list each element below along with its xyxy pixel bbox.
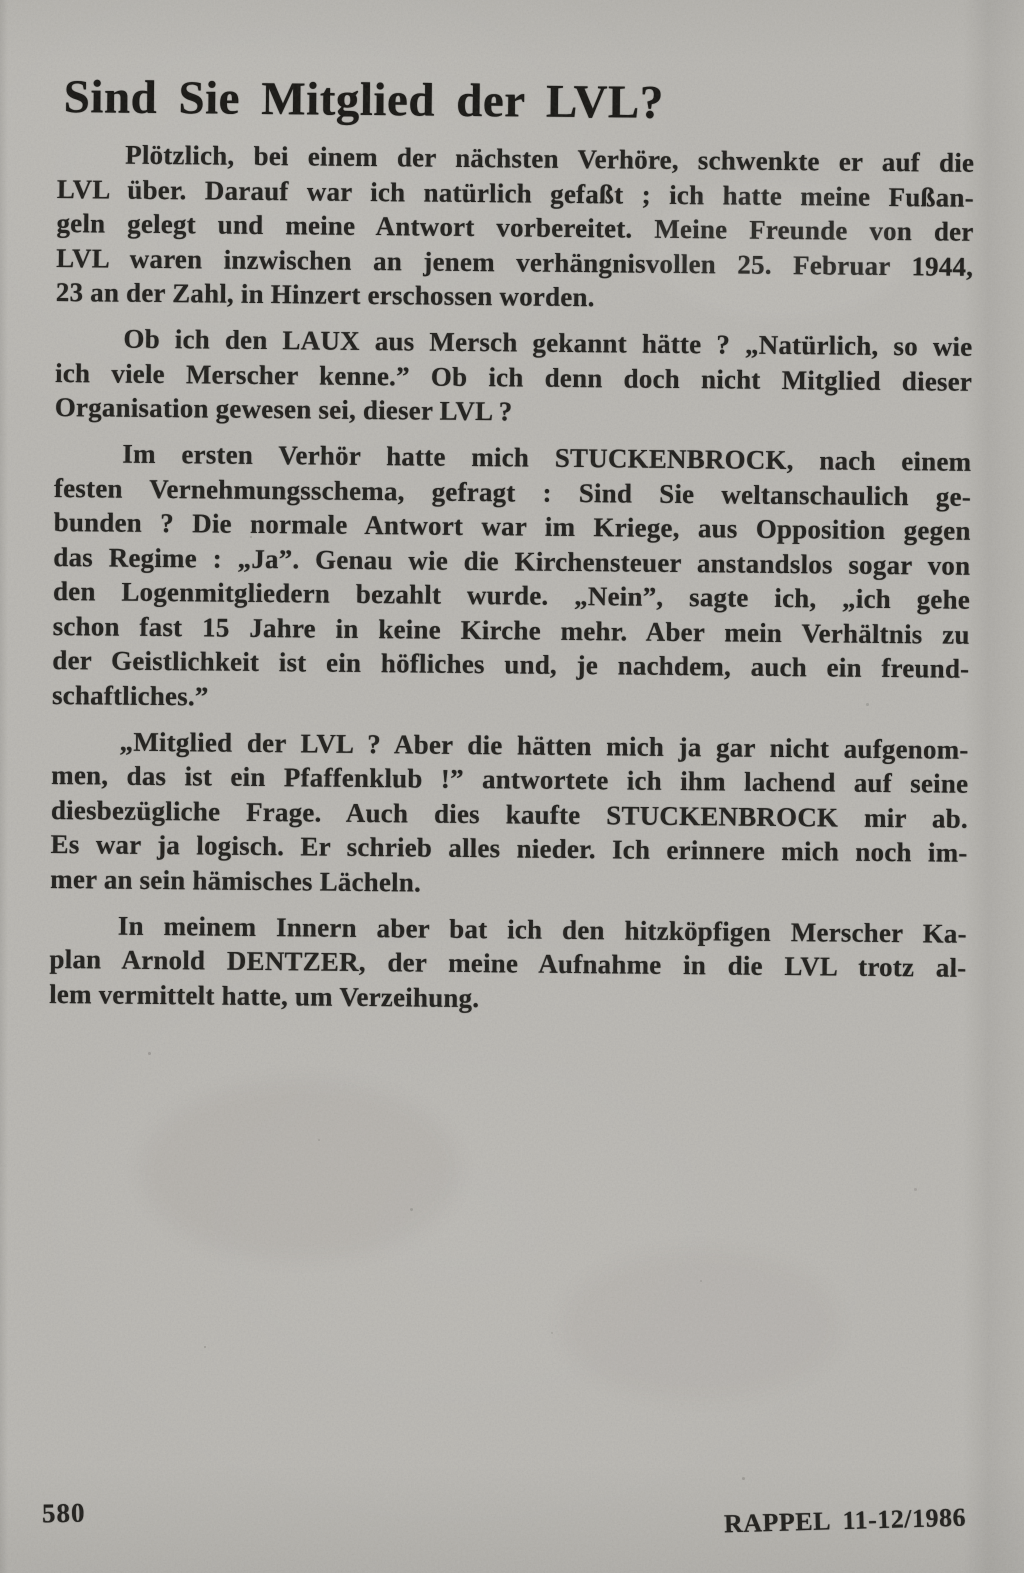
text-line: men, das ist ein Pfaffenklub !” antwortete ich ihm lachend auf seine — [51, 759, 969, 799]
paper-blot — [140, 1080, 460, 1260]
paper-speck — [148, 1052, 151, 1055]
paper-speck — [318, 1139, 320, 1141]
journal-issue: RAPPEL 11-12/1986 — [723, 1502, 967, 1539]
text-line: festen Vernehmungsschema, gefragt : Sind Sie weltanschaulich ge- — [53, 472, 972, 512]
text-line: LVL über. Darauf war ich natürlich gefaßt ; ich hatte meine Fußan- — [56, 173, 974, 213]
text-line: schaftliches.” — [51, 679, 209, 711]
article-title: Sind Sie Mitglied der LVL? — [63, 71, 665, 129]
text-line: schon fast 15 Jahre in keine Kirche mehr. Aber mein Verhältnis zu — [52, 610, 970, 650]
text-line: ich viele Merscher kenne.” Ob ich denn doch nicht Mitglied dieser — [54, 357, 973, 397]
text-line: geln gelegt und meine Antwort vorbereitet. Meine Freunde von der — [56, 207, 974, 247]
text-line: Im ersten Verhör hatte mich STUCKENBROCK, nach einem — [122, 438, 972, 477]
article — [49, 73, 975, 1020]
text-line: Ob ich den LAUX aus Mersch gekannt hätte ? „Natürlich, so wie — [123, 323, 973, 362]
paper-blot — [560, 1250, 840, 1400]
paper-speck — [700, 1280, 702, 1282]
text-line: LVL waren inzwischen an jenem verhängnisvollen 25. Februar 1944, — [56, 242, 974, 282]
text-line: diesbezügliche Frage. Auch dies kaufte STUCKENBROCK mir ab. — [50, 794, 969, 834]
paragraph-3 — [52, 436, 972, 721]
paper-speck — [914, 1188, 917, 1191]
text-line: bunden ? Die normale Antwort war im Kriege, aus Opposition gegen — [53, 506, 971, 546]
text-line: Organisation gewesen sei, dieser LVL ? — [54, 391, 513, 427]
text-line: 23 an der Zahl, in Hinzert erschossen worden. — [55, 276, 595, 313]
text-line: den Logenmitgliedern bezahlt wurde. „Nein”, sagte ich, „ich gehe — [52, 575, 971, 615]
paper-speck — [742, 1477, 745, 1480]
text-line: In meinem Innern aber bat ich den hitzköpfigen Merscher Ka- — [117, 910, 967, 949]
text-line: mer an sein hämisches Lächeln. — [50, 863, 422, 898]
paragraph-2 — [55, 321, 973, 433]
text-line: das Regime : „Ja”. Genau wie die Kirchensteuer anstandslos sogar von — [53, 541, 971, 581]
paper-speck — [410, 1208, 413, 1211]
paragraph-4 — [50, 723, 969, 904]
paper-speck — [551, 1332, 553, 1334]
page-number: 580 — [41, 1497, 86, 1529]
paper-speck — [204, 1346, 206, 1348]
text-line: der Geistlichkeit ist ein höfliches und, je nachdem, auch ein freund- — [52, 644, 970, 684]
paragraph-1 — [56, 137, 975, 318]
text-line: Es war ja logisch. Er schrieb alles nieder. Ich erinnere mich noch im- — [50, 828, 968, 868]
text-line: lem vermittelt hatte, um Verzeihung. — [49, 978, 480, 1013]
text-line: Plötzlich, bei einem der nächsten Verhöre, schwenkte er auf die — [125, 139, 975, 178]
text-line: „Mitglied der LVL ? Aber die hätten mich ja gar nicht aufgenom- — [119, 726, 969, 765]
text-line: plan Arnold DENTZER, der meine Aufnahme in die LVL trotz al- — [49, 943, 967, 983]
paragraph-5 — [49, 907, 967, 1019]
